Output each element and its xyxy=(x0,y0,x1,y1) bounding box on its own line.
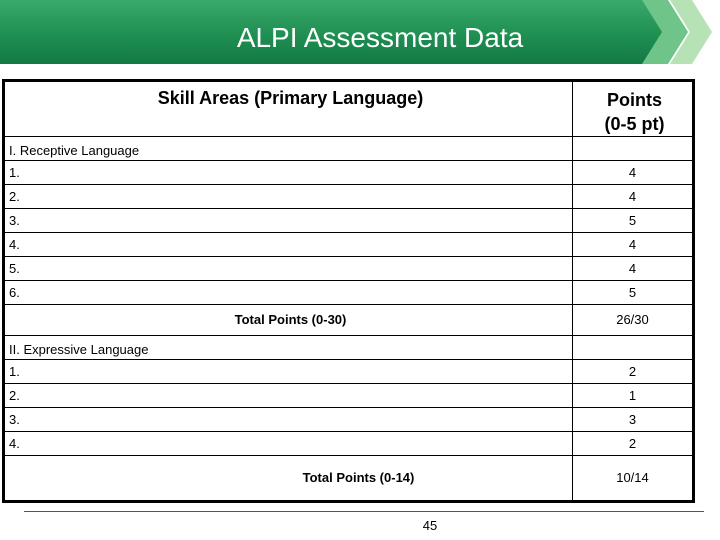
expressive-item-num: 1. xyxy=(5,359,573,383)
receptive-item-points: 5 xyxy=(573,209,693,233)
points-header-line2: (0-5 pt) xyxy=(604,114,665,134)
page-number: 45 xyxy=(422,518,438,533)
receptive-section-points xyxy=(573,137,693,161)
receptive-item-num: 1. xyxy=(5,161,573,185)
skill-areas-header-label: Skill Areas (Primary Language) xyxy=(157,88,424,108)
receptive-item-points: 5 xyxy=(573,281,693,305)
expressive-section-points xyxy=(573,335,693,359)
slide-title: ALPI Assessment Data xyxy=(236,22,524,53)
receptive-item-num: 2. xyxy=(5,185,573,209)
expressive-section-title: II. Expressive Language xyxy=(5,335,573,359)
footer-divider xyxy=(24,511,704,512)
points-header xyxy=(573,82,693,137)
points-header-line1: Points xyxy=(606,90,662,110)
receptive-item-num: 3. xyxy=(5,209,573,233)
expressive-total-value: 10/14 xyxy=(573,455,693,500)
receptive-item-points: 4 xyxy=(573,257,693,281)
receptive-item-num: 5. xyxy=(5,257,573,281)
receptive-total-label: Total Points (0-30) xyxy=(5,305,573,335)
expressive-item-points: 2 xyxy=(573,431,693,455)
receptive-item-num: 4. xyxy=(5,233,573,257)
receptive-item-points: 4 xyxy=(573,233,693,257)
expressive-item-points: 3 xyxy=(573,407,693,431)
skill-areas-header xyxy=(5,82,573,137)
expressive-item-num: 3. xyxy=(5,407,573,431)
receptive-item-points: 4 xyxy=(573,161,693,185)
expressive-item-num: 2. xyxy=(5,383,573,407)
assessment-table xyxy=(2,79,695,503)
expressive-item-points: 1 xyxy=(573,383,693,407)
receptive-item-num: 6. xyxy=(5,281,573,305)
expressive-total-label: Total Points (0-14) xyxy=(5,455,573,500)
receptive-section-title: I. Receptive Language xyxy=(5,137,573,161)
expressive-item-num: 4. xyxy=(5,431,573,455)
expressive-item-points: 2 xyxy=(573,359,693,383)
receptive-total-value: 26/30 xyxy=(573,305,693,335)
receptive-item-points: 4 xyxy=(573,185,693,209)
